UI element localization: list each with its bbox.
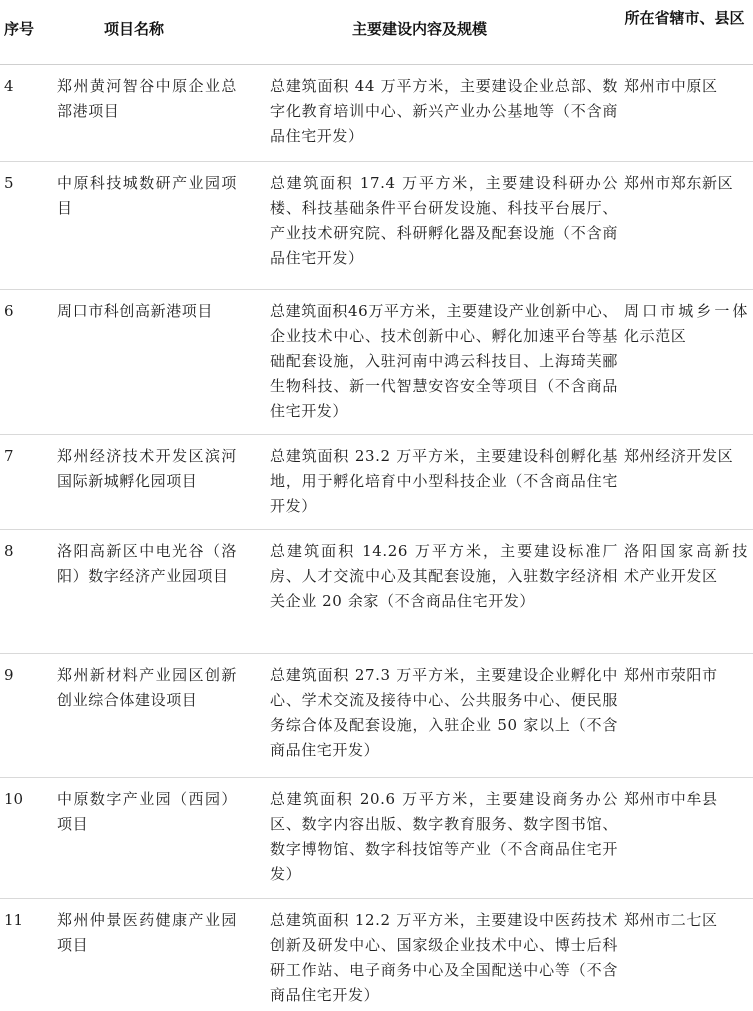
row-project-name: 郑州仲景医药健康产业园项目: [57, 911, 237, 954]
row-seq: 10: [4, 790, 24, 808]
row-seq: 9: [4, 666, 14, 684]
table-row: [0, 653, 753, 778]
row-seq: 8: [4, 542, 14, 560]
table-row: [0, 529, 753, 654]
row-seq: 5: [4, 174, 14, 192]
table-row: [0, 777, 753, 899]
row-seq: 6: [4, 302, 14, 320]
row-seq: 4: [4, 77, 14, 95]
row-content: 总建筑面积 23.2 万平方米，主要建设科创孵化基地，用于孵化培育中小型科技企业（不含商品住宅开发）: [270, 447, 618, 515]
row-location: 郑州经济开发区: [624, 447, 734, 465]
row-project-name: 中原科技城数研产业园项目: [57, 174, 237, 217]
row-content: 总建筑面积 14.26 万平方米，主要建设标准厂房、人才交流中心及其配套设施，入驻数字经济相关企业 20 余家（不含商品住宅开发）: [270, 542, 618, 610]
row-location: 周口市城乡一体化示范区: [624, 302, 748, 345]
row-location: 郑州市荥阳市: [624, 666, 718, 684]
row-location: 郑州市二七区: [624, 911, 718, 929]
header-seq: 序号: [4, 20, 35, 38]
table-row: [0, 434, 753, 530]
table-row: [0, 289, 753, 435]
header-location: 所在省辖市、县区: [624, 9, 745, 27]
row-content: 总建筑面积46万平方米，主要建设产业创新中心、企业技术中心、技术创新中心、孵化加速平台等基础配套设施，入驻河南中鸿云科技目、上海琦芙郦生物科技、新一代智慧安咨安全等项目（不含商品住宅开发）: [270, 302, 618, 420]
row-project-name: 郑州新材料产业园区创新创业综合体建设项目: [57, 666, 237, 709]
row-content: 总建筑面积 27.3 万平方米，主要建设企业孵化中心、学术交流及接待中心、公共服务中心、便民服务综合体及配套设施，入驻企业 50 家以上（不含商品住宅开发）: [270, 666, 618, 759]
header-project-name: 项目名称: [104, 20, 165, 38]
row-project-name: 周口市科创高新港项目: [57, 302, 214, 320]
table-row: [0, 161, 753, 290]
row-project-name: 洛阳高新区中电光谷（洛阳）数字经济产业园项目: [57, 542, 237, 585]
row-project-name: 郑州黄河智谷中原企业总部港项目: [57, 77, 237, 120]
row-content: 总建筑面积 17.4 万平方米，主要建设科研办公楼、科技基础条件平台研发设施、科技平台展厅、产业技术研究院、科研孵化器及配套设施（不含商品住宅开发）: [270, 174, 618, 267]
row-seq: 11: [4, 911, 24, 929]
row-content: 总建筑面积 44 万平方米，主要建设企业总部、数字化教育培训中心、新兴产业办公基地等（不含商品住宅开发）: [270, 77, 618, 145]
row-location: 郑州市中牟县: [624, 790, 718, 808]
row-content: 总建筑面积 12.2 万平方米，主要建设中医药技术创新及研发中心、国家级企业技术中心、博士后科研工作站、电子商务中心及全国配送中心等（不含商品住宅开发）: [270, 911, 618, 1004]
row-project-name: 中原数字产业园（西园）项目: [57, 790, 237, 833]
table-row: [0, 64, 753, 162]
table-header: [0, 0, 753, 65]
row-location: 郑州市中原区: [624, 77, 718, 95]
header-content: 主要建设内容及规模: [352, 20, 488, 38]
row-seq: 7: [4, 447, 14, 465]
row-location: 郑州市郑东新区: [624, 174, 734, 192]
row-content: 总建筑面积 20.6 万平方米，主要建设商务办公区、数字内容出版、数字教育服务、数字图书馆、数字博物馆、数字科技馆等产业（不含商品住宅开发）: [270, 790, 618, 883]
row-project-name: 郑州经济技术开发区滨河国际新城孵化园项目: [57, 447, 237, 490]
row-location: 洛阳国家高新技术产业开发区: [624, 542, 748, 585]
table-row: [0, 898, 753, 1010]
